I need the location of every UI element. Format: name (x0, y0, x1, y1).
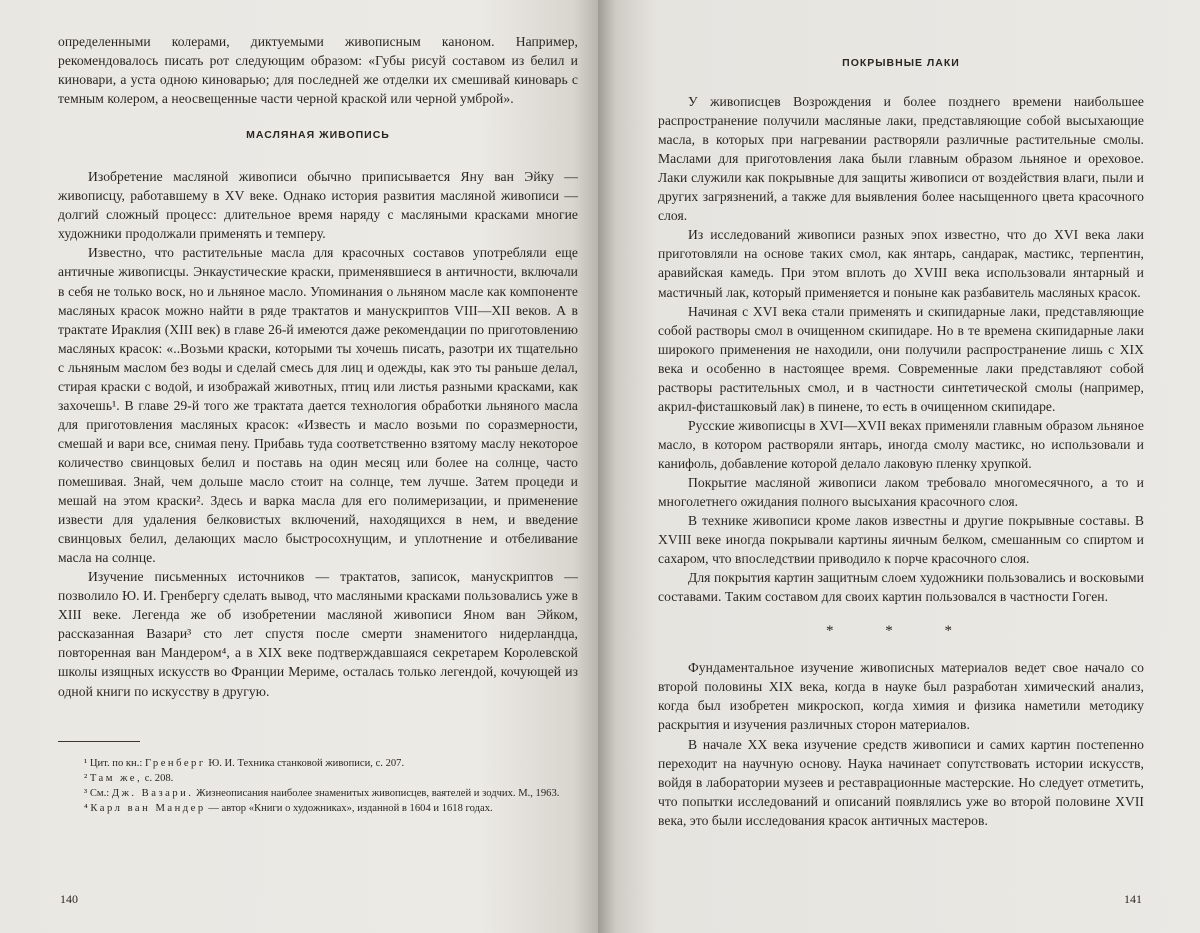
left-page (0, 0, 598, 933)
paragraph: В технике живописи кроме лаков известны и другие покрывные составы. В XVIII веке иногда покрывали картины яичным белком, смешанным со спиртом и сахаром, что впоследствии приводило к порче красочного слоя. (658, 513, 1144, 567)
section-divider-stars: * * * (826, 623, 976, 640)
footnote-divider (58, 741, 140, 742)
paragraph: Фундаментальное изучение живописных материалов ведет свое начало со второй половины XIX века, когда в науке был разработан химический анализ, когда был изобретен микроскоп, когда химия и физика наметили методику раскрытия и изучения различных сторон материалов. (658, 660, 1144, 733)
intro-paragraph: определенными колерами, диктуемыми живописным каноном. Например, рекомендовалось писать рот следующим образом: «Губы рисуй составом из белил и киновари, а уста одною киноварью; для последней же отделки их смешивай киноварь с темным колером, а неосвещенные части черной краской или черной умброй». (58, 34, 578, 107)
footnote: ¹ Цит. по кн.: Гренберг Ю. И. Техника станковой живописи, с. 207. (84, 757, 405, 769)
paragraph: Изобретение масляной живописи обычно приписывается Яну ван Эйку — живописцу, работавшему в XV веке. Однако история развития масляной живописи — долгий сложный процесс: длительное время наряду с масляными красками многие художники продолжали применять и темперу. (58, 169, 578, 242)
footnote: ⁴ Карл ван Мандер — автор «Книги о художниках», изданной в 1604 и 1618 годах. (84, 803, 493, 815)
right-page (598, 0, 1200, 933)
footnote: ² Там же, с. 208. (84, 772, 174, 784)
footnotes (58, 741, 578, 817)
footnote: ³ См.: Дж. Вазари. Жизнеописания наиболее знаменитых живописцев, ваятелей и зодчих. М., 1963. (84, 787, 560, 799)
page-number: 141 (1124, 892, 1142, 906)
paragraph: Покрытие масляной живописи лаком требовало многомесячного, а то и многолетнего ожидания полного высыхания красочного слоя. (658, 474, 1144, 510)
paragraph: Начиная с XVI века стали применять и скипидарные лаки, представляющие собой растворы смол в очищенном скипидаре. Но в те времена скипидарные лаки широкого применения не находили, они получили распространение лишь с XIX века и особенно в настоящее время. Современные лаки представляют собой растворы растительных смол, и в частности синтетической смолы (например, акрил-фисташковый лак) в пинене, то есть в очищенном скипидаре. (658, 303, 1144, 414)
paragraph: В начале XX века изучение средств живописи и самих картин постепенно переходит на научную основу. Наука начинает сопутствовать истории искусств, войдя в лаборатории музеев и реставрационные мастерские. Но следует отметить, что попытки исследований и описаний появлялись уже во второй половине XVII века, это были исследования красок античных мастеров. (658, 736, 1144, 828)
paragraph: Русские живописцы в XVI—XVII веках применяли главным образом льняное масло, в котором растворяли янтарь, иногда смолу мастикс, но использовали и канифоль, добавление которой делало лаковую пленку хрупкой. (658, 417, 1144, 471)
paragraph: У живописцев Возрождения и более позднего времени наибольшее распространение получили масляные лаки, представляющие собой высыхающие масла, в которых при нагревании растворяли различные растительные смолы. Маслами для приготовления лака были главным образом льняное и ореховое. Лаки служили как покрывные для защиты живописи от воздействия влаги, пыли и других загрязнений, а также для выявления более насыщенного цвета красочного слоя. (658, 94, 1144, 224)
paragraph: Изучение письменных источников — трактатов, записок, манускриптов — позволило Ю. И. Гренбергу сделать вывод, что масляными красками пользовались уже в XIII веке. Легенда же об изобретении масляной живописи Яном ван Эйком, рассказанная Вазари³ сто лет спустя после смерти знаменитого нидерландца, повторенная ван Мандером⁴, а в XIX веке подтверждавшаяся секретарем Королевской школы изящных искусств во Франции Мериме, осталась только легендой, кочующей из одной книги по искусству в другую. (58, 569, 578, 699)
left-page-text (58, 32, 578, 701)
right-page-text (658, 54, 1144, 830)
section-title-oil-painting: МАСЛЯНАЯ ЖИВОПИСЬ (246, 129, 390, 142)
paragraph: Известно, что растительные масла для красочных составов употребляли еще античные живописцы. Энкаустические краски, применявшиеся в античности, включали в себя не только воск, но и льняное масло. Упоминания о льняном масле как компоненте масляных красок можно найти в ряде трактатов и манускриптов VIII—XII веков. А в трактате Ираклия (XIII век) в главе 26-й имеются даже рекомендации по приготовлению масляных красок: «..Возьми краски, которыми ты хочешь писать, разотри их тщательно с льняным маслом без воды и сделай смесь для лиц и одежды, как это ты раньше делал, стирая краски с водой, и изображай животных, птиц или листья разными красками, как захочешь¹. В главе 29-й того же трактата дается технология обработки льняного масла для приготовления масляных красок: «Известь и масло возьми по соразмерности, смешай и вари все, снимая пену. Прибавь туда соответственно взятому маслу некоторое количество свинцовых белил и поставь на один месяц или более на солнце, часто помешивая. Знай, чем дольше масло стоит на солнце, тем лучше. Затем процеди и мешай на этом краски². Здесь и варка масла для его полимеризации, и применение извести для удаления белковистых включений, находящихся в нем, и введение свинцовых белил, делающих масло быстросохнущим, и уплотнение и отбеливание масла на солнце. (58, 245, 578, 566)
section-title-varnishes: ПОКРЫВНЫЕ ЛАКИ (842, 57, 960, 69)
paragraph: Для покрытия картин защитным слоем художники пользовались и восковыми составами. Таким составом для своих картин пользовался в частности Гоген. (658, 570, 1144, 605)
paragraph: Из исследований живописи разных эпох известно, что до XVI века лаки приготовляли на основе таких смол, как янтарь, сандарак, мастикс, терпентин, аравийская камедь. При этом вплоть до XVIII века использовали янтарный и мастичный лак, который применяется и поныне как разбавитель масляных красок. (658, 227, 1144, 300)
page-number: 140 (60, 892, 78, 906)
